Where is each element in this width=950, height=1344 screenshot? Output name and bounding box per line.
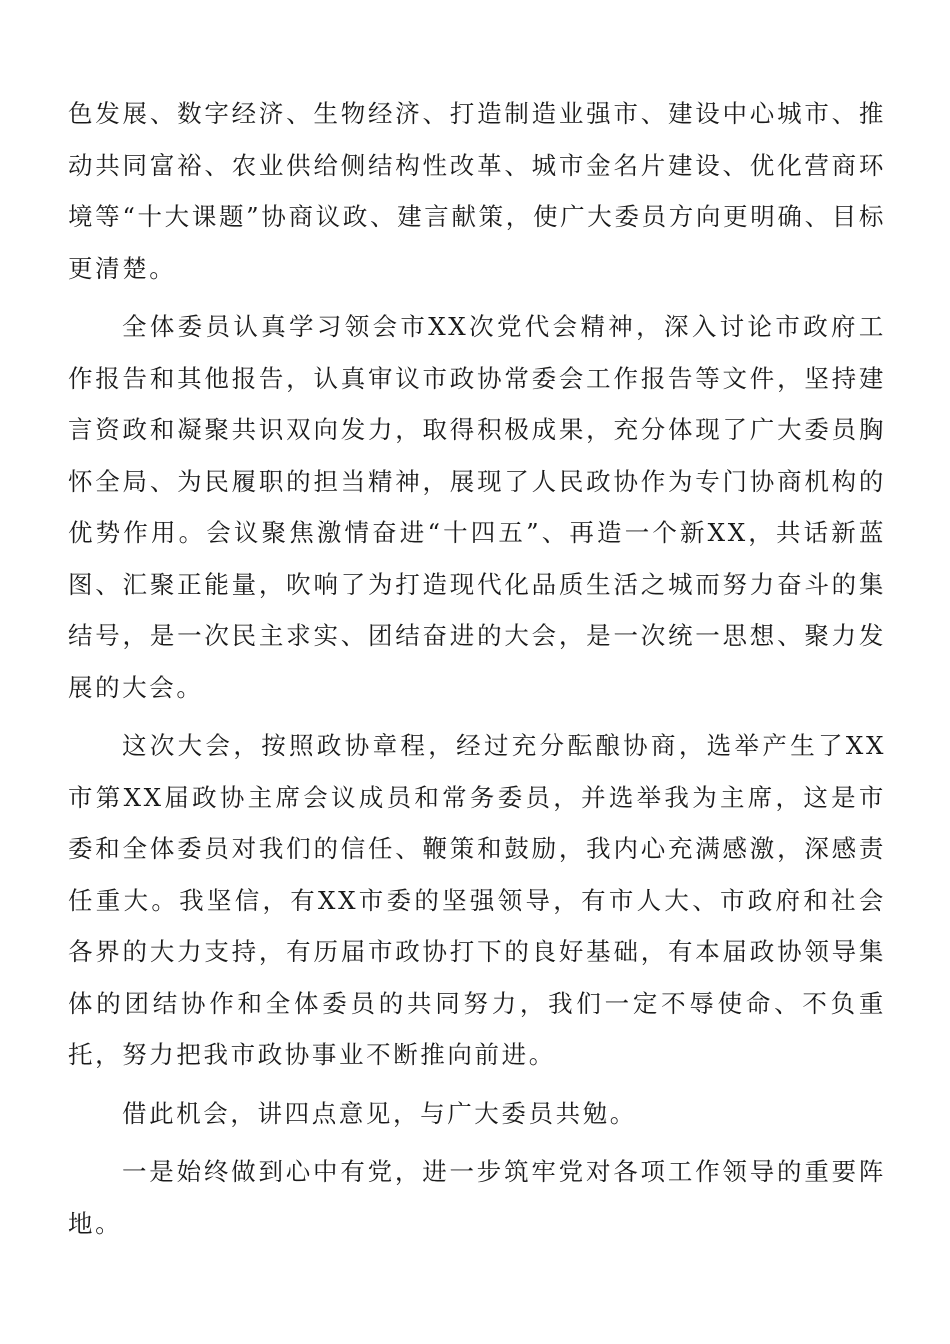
document-body bbox=[68, 88, 886, 1249]
paragraph-point-one: 一是始终做到心中有党，进一步筑牢党对各项工作领导的重要阵地。 bbox=[68, 1157, 886, 1238]
paragraph-continued: 色发展、数字经济、生物经济、打造制造业强市、建设中心城市、推动共同富裕、农业供给侧结构性改革、城市金名片建设、优化营商环境等“十大课题”协商议政、建言献策，使广大委员方向更明确、目标更清楚。 bbox=[68, 99, 886, 283]
paragraph-study-spirit: 全体委员认真学习领会市XX次党代会精神，深入讨论市政府工作报告和其他报告，认真审议市政协常委会工作报告等文件，坚持建言资政和凝聚共识双向发力，取得积极成果，充分体现了广大委员胸怀全局、为民履职的担当精神，展现了人民政协作为专门协商机构的优势作用。会议聚焦激情奋进“十四五”、再造一个新XX，共话新蓝图、汇聚正能量，吹响了为打造现代化品质生活之城而努力奋斗的集结号，是一次民主求实、团结奋进的大会，是一次统一思想、聚力发展的大会。 bbox=[68, 312, 886, 702]
paragraph-election: 这次大会，按照政协章程，经过充分酝酿协商，选举产生了XX市第XX届政协主席会议成员和常务委员，并选举我为主席，这是市委和全体委员对我们的信任、鞭策和鼓励，我内心充满感激，深感责任重大。我坚信，有XX市委的坚强领导，有市人大、市政府和社会各界的大力支持，有历届市政协打下的良好基础，有本届政协领导集体的团结协作和全体委员的共同努力，我们一定不辱使命、不负重托，努力把我市政协事业不断推向前进。 bbox=[68, 731, 886, 1069]
paragraph-four-points: 借此机会，讲四点意见，与广大委员共勉。 bbox=[122, 1098, 637, 1128]
